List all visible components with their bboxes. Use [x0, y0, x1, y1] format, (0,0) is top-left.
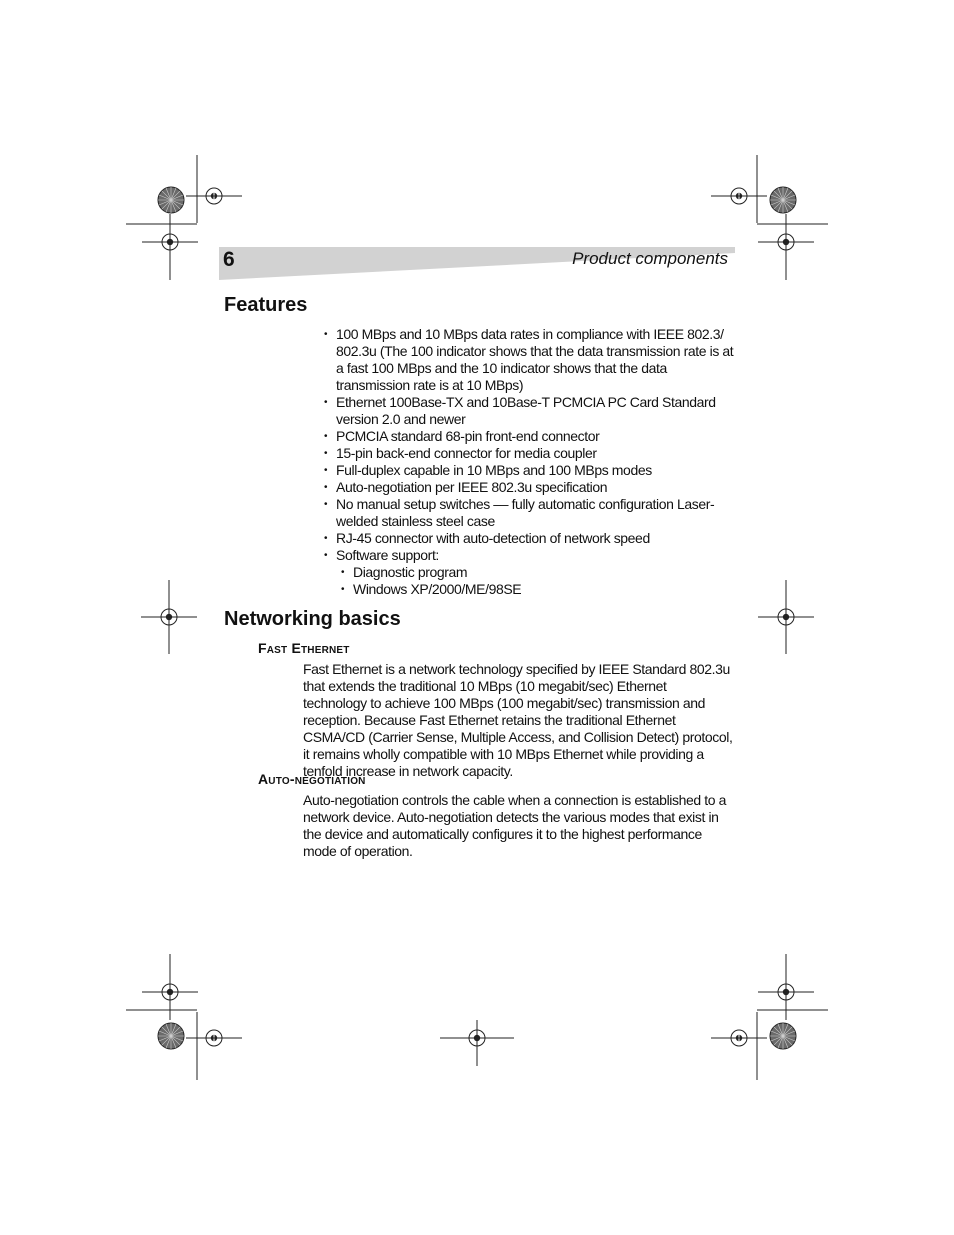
list-item: • 100 MBps and 10 MBps data rates in compliance with IEEE 802.3/ 802.3u (The 100 indicator shows that the data transmission rate is at a fast 100 MBps and the 10 indicator shows that the data transmission rate is at 10 MBps): [324, 326, 734, 394]
crosshair-icon: [126, 214, 198, 280]
paragraph-fast-ethernet: Fast Ethernet is a network technology specified by IEEE Standard 802.3u that extends the traditional 10 MBps (10 megabit/sec) Ethernet technology to achieve 100 MBps (100 megabit/sec) transmission and reception. Because Fast Ethernet retains the traditional Ethernet CSMA/CD (Carrier Sense, Multiple Access, and Collision Detect) protocol, it remains wholly compatible with 10 MBps Ethernet while providing a tenfold increase in network capacity.: [303, 661, 733, 779]
list-item-software-support: [324, 547, 734, 598]
registration-wheel-icon: [158, 187, 184, 213]
page-number: 6: [223, 248, 235, 271]
list-item: • Ethernet 100Base-TX and 10Base-T PCMCIA PC Card Standard version 2.0 and newer: [324, 394, 734, 428]
registration-wheel-icon: [158, 1023, 184, 1049]
crosshair-icon: [186, 1012, 242, 1080]
list-item: • RJ-45 connector with auto-detection of network speed: [324, 530, 734, 547]
crosshair-icon: [711, 155, 767, 223]
subheading-auto-negotiation: Auto-negotiation: [258, 771, 366, 787]
list-item-label: Software support:: [336, 547, 439, 563]
running-head: Product components: [572, 249, 728, 268]
section-heading-networking-basics: Networking basics: [224, 608, 401, 630]
list-item: • Diagnostic program: [341, 564, 734, 581]
features-list: [324, 326, 734, 598]
registration-wheel-icon: [770, 1023, 796, 1049]
crosshair-icon: [440, 1020, 514, 1066]
crosshair-icon: [186, 155, 242, 223]
software-sublist: [336, 564, 734, 598]
list-item: • No manual setup switches –– fully automatic configuration Laser-welded stainless steel case: [324, 496, 734, 530]
paragraph-auto-negotiation: Auto-negotiation controls the cable when a connection is established to a network device. Auto-negotiation detects the various modes that exist in the device and automatically configures it to the highest performance mode of operation.: [303, 792, 726, 859]
crosshair-icon: [757, 214, 828, 280]
crosshair-icon: [711, 1012, 767, 1080]
crosshair-icon: [126, 954, 198, 1020]
crosshair-icon: [141, 580, 197, 654]
crosshair-icon: [757, 954, 828, 1020]
list-item: • 15-pin back-end connector for media coupler: [324, 445, 734, 462]
subheading-fast-ethernet: Fast Ethernet: [258, 640, 350, 656]
list-item: • Auto-negotiation per IEEE 802.3u specification: [324, 479, 734, 496]
crosshair-icon: [758, 580, 814, 654]
registration-wheel-icon: [770, 187, 796, 213]
list-item: • Full-duplex capable in 10 MBps and 100 MBps modes: [324, 462, 734, 479]
section-heading-features: Features: [224, 294, 308, 316]
list-item: • Windows XP/2000/ME/98SE: [341, 581, 734, 598]
list-item: • PCMCIA standard 68-pin front-end connector: [324, 428, 734, 445]
